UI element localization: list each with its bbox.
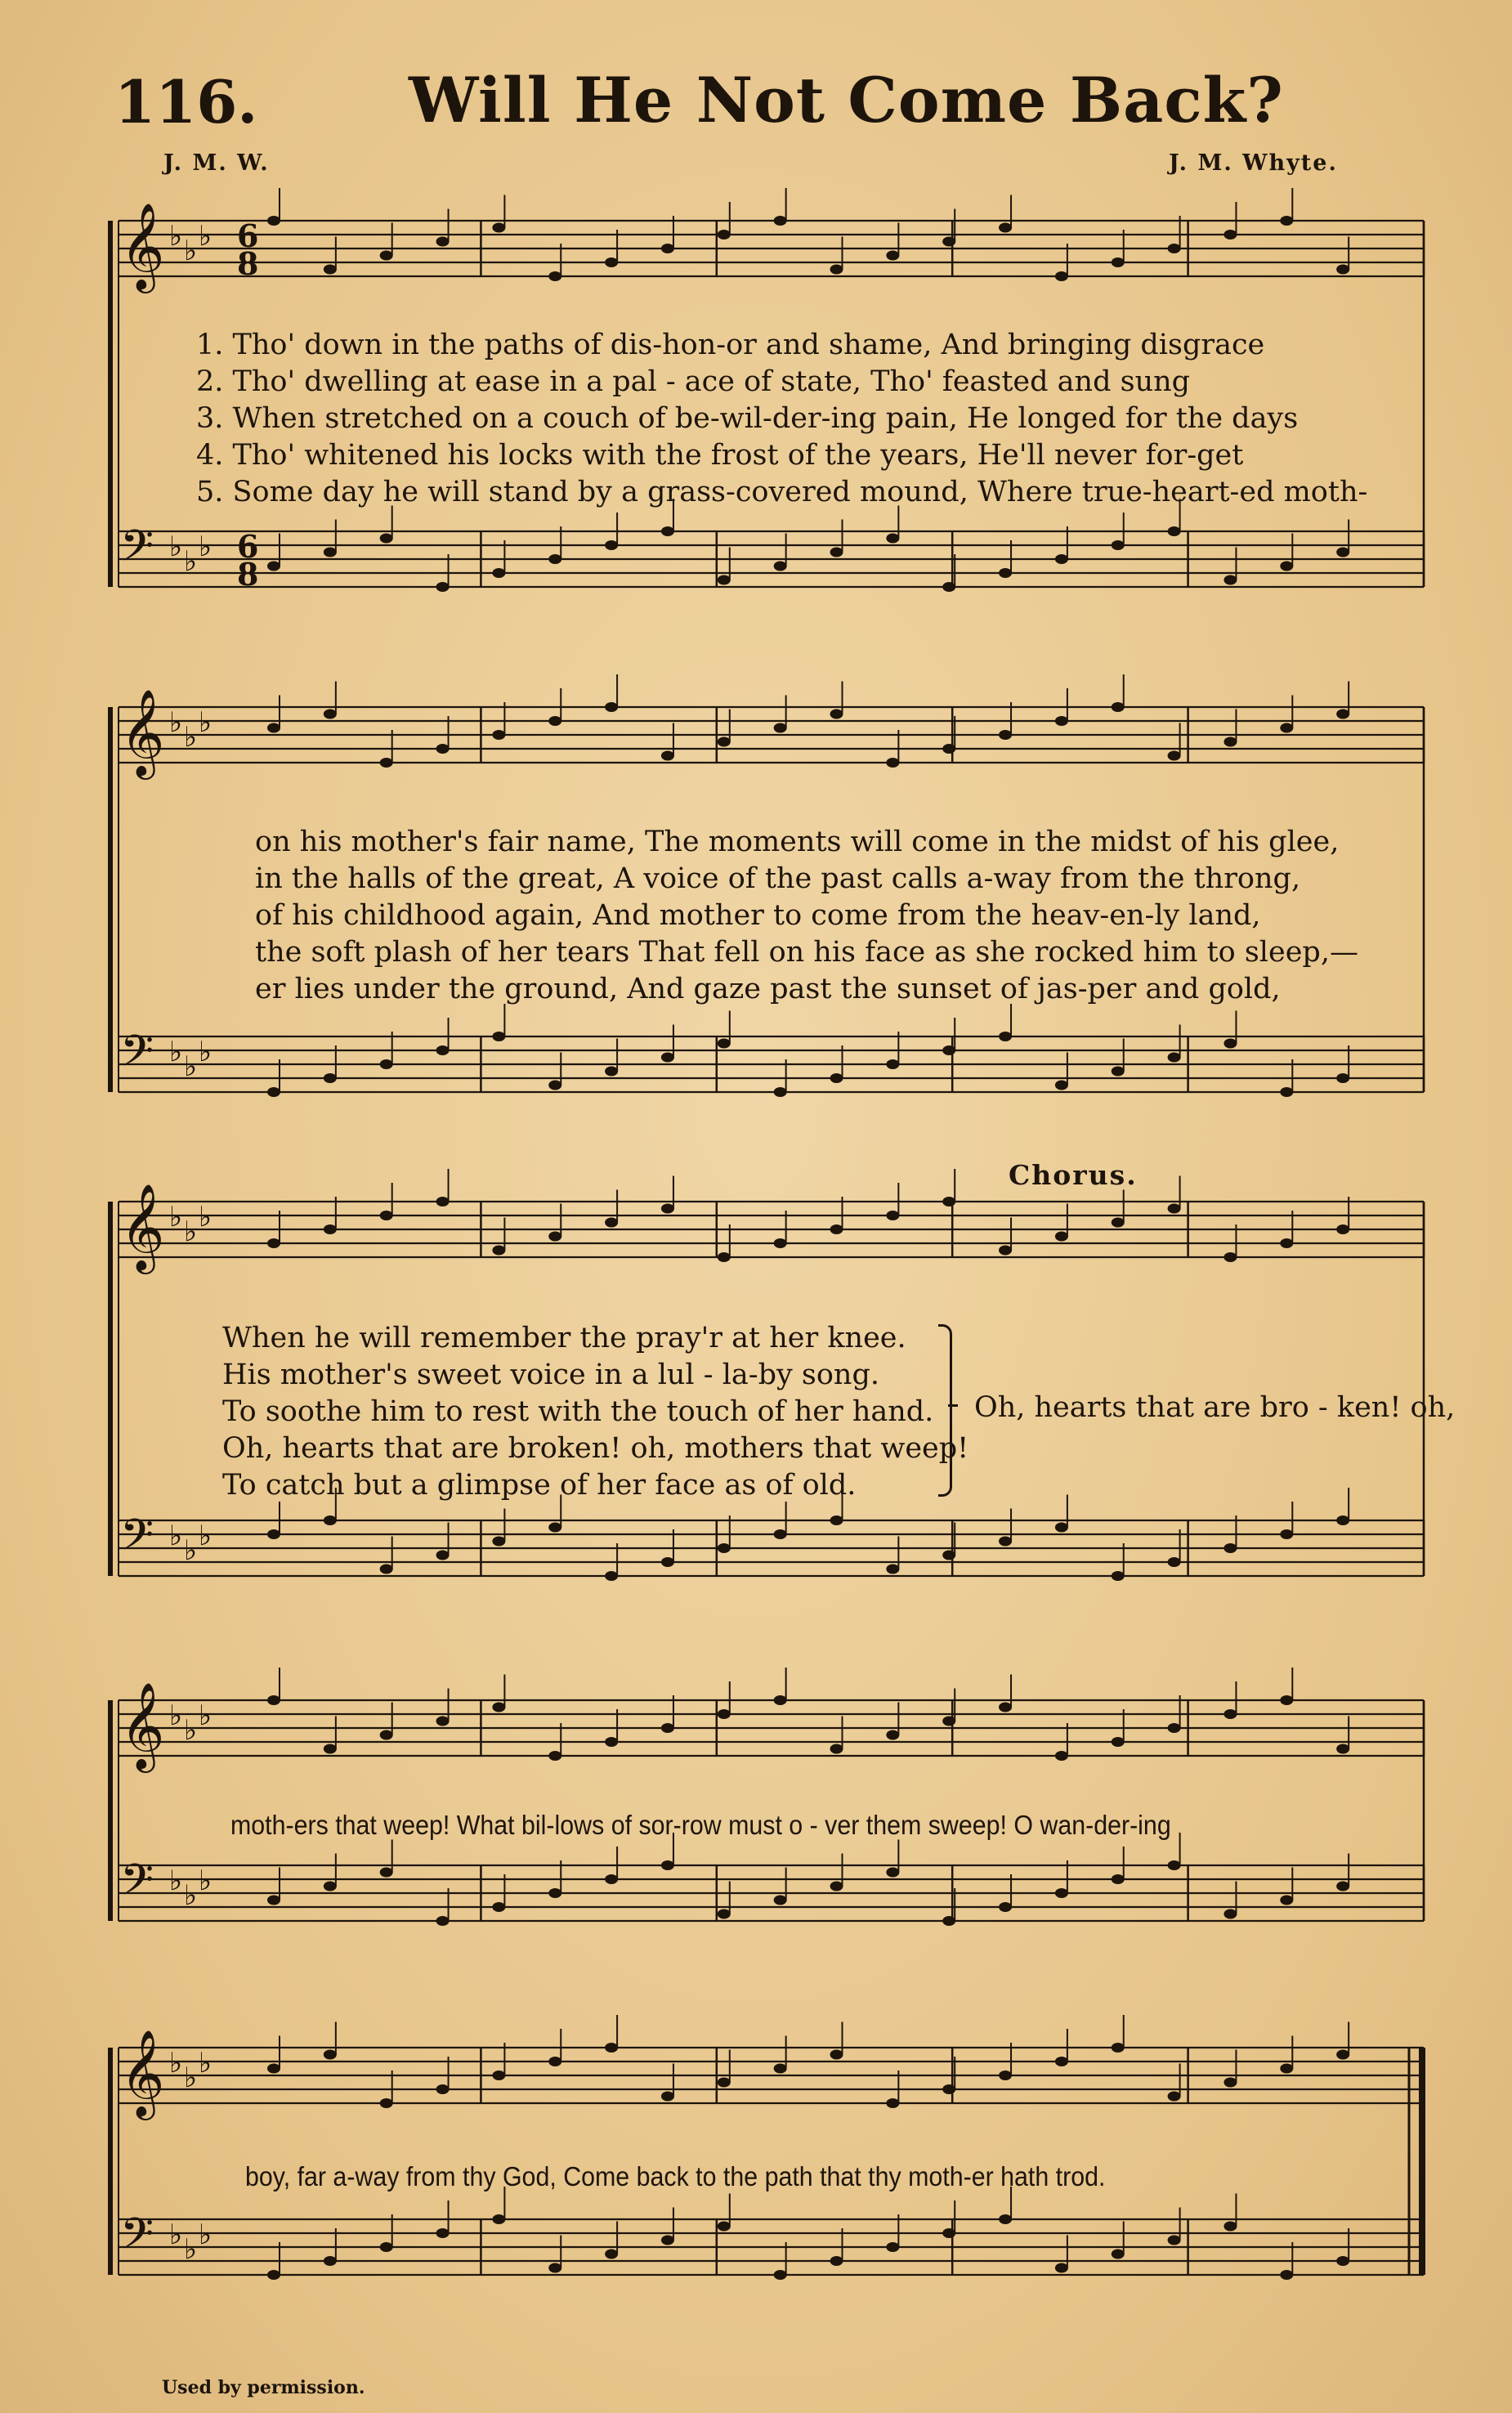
- notehead: [1336, 265, 1349, 275]
- treble-clef-icon: 𝄞: [120, 688, 165, 776]
- notehead: [324, 1073, 337, 1083]
- verse-line-1b: on his mother's fair name, The moments will come in the midst of his glee,: [255, 826, 1340, 858]
- flat-icon: ♭: [184, 2062, 198, 2094]
- notehead: [886, 534, 899, 544]
- notehead: [774, 723, 787, 733]
- notehead: [605, 702, 618, 712]
- time-signature-bottom: 8: [237, 556, 259, 593]
- notehead: [492, 1246, 505, 1256]
- notehead: [774, 1695, 787, 1705]
- notehead: [1280, 1087, 1293, 1097]
- verse-line-3a: 3. When stretched on a couch of be-wil-der-ing pain, He longed for the days: [196, 402, 1299, 435]
- hymn-number: 116.: [114, 67, 258, 137]
- verse-line-5a: 5. Some day he will stand by a grass-covered mound, Where true-heart-ed moth-: [196, 476, 1368, 508]
- notehead: [718, 2078, 731, 2088]
- notehead: [1055, 1523, 1068, 1533]
- notehead: [1280, 216, 1293, 226]
- notehead: [1223, 737, 1237, 747]
- notehead: [774, 1896, 787, 1905]
- verse-line-1c: When he will remember the pray'r at her knee.: [222, 1322, 906, 1354]
- notehead: [1336, 2050, 1349, 2060]
- notehead: [1223, 2078, 1237, 2088]
- flat-icon: ♭: [169, 1201, 183, 1233]
- notehead: [774, 2064, 787, 2074]
- notehead: [1168, 1053, 1181, 1063]
- notehead: [1112, 1737, 1125, 1747]
- notehead: [380, 1059, 393, 1069]
- bass-clef-icon: 𝄢: [120, 2209, 154, 2270]
- time-signature-top: 6: [237, 528, 259, 565]
- notehead: [380, 1730, 393, 1740]
- notehead: [830, 1224, 843, 1234]
- notehead: [324, 1515, 337, 1525]
- notehead: [1280, 1529, 1293, 1539]
- treble-clef-icon: 𝄞: [120, 2029, 165, 2116]
- flat-icon: ♭: [184, 1534, 198, 1567]
- notehead: [1168, 2092, 1181, 2102]
- flat-icon: ♭: [184, 721, 198, 754]
- flat-icon: ♭: [169, 220, 183, 253]
- flat-icon: ♭: [169, 2047, 183, 2079]
- notehead: [999, 1902, 1012, 1912]
- notehead: [718, 1039, 731, 1049]
- notehead: [661, 1204, 674, 1214]
- flat-icon: ♭: [184, 235, 198, 267]
- flat-icon: ♭: [184, 2233, 198, 2266]
- notehead: [605, 1737, 618, 1747]
- notehead: [718, 1709, 731, 1719]
- notehead: [661, 1860, 674, 1870]
- notehead: [436, 1045, 450, 1055]
- chorus-label: Chorus.: [1009, 1159, 1138, 1191]
- treble-clef-icon: 𝄞: [120, 1183, 165, 1270]
- notehead: [830, 265, 843, 275]
- notehead: [324, 1882, 337, 1891]
- notehead: [718, 2222, 731, 2232]
- notehead: [1223, 1252, 1237, 1262]
- notehead: [1112, 1218, 1125, 1228]
- chorus-line-2: moth-ers that weep! What bil-lows of sor-row must o - ver them sweep! O wan-der-ing: [230, 1810, 1171, 1840]
- notehead: [492, 1537, 505, 1547]
- notehead: [267, 2064, 280, 2074]
- notehead: [1168, 751, 1181, 761]
- flat-icon: ♭: [169, 1520, 183, 1552]
- verse-brace-tip: [948, 1404, 958, 1407]
- notehead: [886, 1211, 899, 1220]
- flat-icon: ♭: [199, 1520, 212, 1552]
- notehead: [267, 1695, 280, 1705]
- verse-brace: [938, 1324, 952, 1497]
- notehead: [548, 271, 561, 281]
- notehead: [1168, 1204, 1181, 1214]
- notehead: [886, 1730, 899, 1740]
- notehead: [492, 2071, 505, 2080]
- notehead: [492, 1902, 505, 1912]
- notehead: [1055, 271, 1068, 281]
- notehead: [1112, 1874, 1125, 1884]
- lyricist-credit: J. M. W.: [163, 150, 270, 176]
- notehead: [942, 582, 955, 592]
- flat-icon: ♭: [169, 2218, 183, 2251]
- notehead: [436, 237, 450, 247]
- notehead: [886, 251, 899, 261]
- bass-clef-icon: 𝄢: [120, 1511, 154, 1571]
- notehead: [267, 1087, 280, 1097]
- verse-line-2b: in the halls of the great, A voice of the past calls a-way from the throng,: [255, 862, 1301, 895]
- notehead: [605, 1067, 618, 1077]
- time-signature-top: 6: [237, 217, 259, 254]
- notehead: [661, 751, 674, 761]
- notehead: [718, 1909, 731, 1919]
- notehead: [1223, 2222, 1237, 2232]
- notehead: [774, 562, 787, 571]
- notehead: [661, 526, 674, 536]
- notehead: [605, 1571, 618, 1581]
- verse-line-2c: His mother's sweet voice in a lul - la-by song.: [222, 1359, 879, 1391]
- notehead: [1280, 2064, 1293, 2074]
- flat-icon: ♭: [184, 545, 198, 578]
- notehead: [1223, 575, 1237, 585]
- notehead: [886, 1059, 899, 1069]
- notehead: [1055, 554, 1068, 564]
- flat-icon: ♭: [184, 1215, 198, 1248]
- verse-line-4a: 4. Tho' whitened his locks with the frost of the years, He'll never for-get: [196, 439, 1244, 472]
- notehead: [999, 568, 1012, 578]
- notehead: [605, 1874, 618, 1884]
- notehead: [999, 2214, 1012, 2224]
- notehead: [1336, 710, 1349, 719]
- notehead: [324, 1744, 337, 1754]
- notehead: [324, 710, 337, 719]
- notehead: [999, 223, 1012, 233]
- notehead: [1168, 244, 1181, 253]
- bass-clef-icon: 𝄢: [120, 1856, 154, 1916]
- verse-line-4c: Oh, hearts that are broken! oh, mothers that weep!: [222, 1432, 969, 1465]
- flat-icon: ♭: [169, 706, 183, 739]
- notehead: [492, 1703, 505, 1712]
- notehead: [605, 2250, 618, 2259]
- notehead: [1055, 1232, 1068, 1242]
- notehead: [886, 1868, 899, 1878]
- notehead: [1168, 1557, 1181, 1567]
- notehead: [830, 548, 843, 557]
- notehead: [324, 2050, 337, 2060]
- notehead: [942, 237, 955, 247]
- notehead: [548, 716, 561, 726]
- flat-icon: ♭: [184, 1879, 198, 1912]
- chorus-line-1: Oh, hearts that are bro - ken! oh,: [974, 1391, 1456, 1424]
- verse-line-1a: 1. Tho' down in the paths of dis-hon-or and shame, And bringing disgrace: [196, 329, 1265, 361]
- notehead: [942, 1551, 955, 1560]
- flat-icon: ♭: [169, 1699, 183, 1732]
- notehead: [436, 1551, 450, 1560]
- notehead: [436, 2084, 450, 2094]
- notehead: [718, 1252, 731, 1262]
- notehead: [661, 244, 674, 253]
- bass-clef-icon: 𝄢: [120, 1027, 154, 1087]
- composer-credit: J. M. Whyte.: [1169, 150, 1338, 176]
- notehead: [1055, 1081, 1068, 1090]
- notehead: [324, 548, 337, 557]
- notehead: [1336, 1882, 1349, 1891]
- notehead: [1336, 1515, 1349, 1525]
- verse-line-5c: To catch but a glimpse of her face as of old.: [222, 1469, 857, 1502]
- notehead: [1336, 1224, 1349, 1234]
- notehead: [380, 1211, 393, 1220]
- notehead: [548, 1751, 561, 1761]
- verse-line-4b: the soft plash of her tears That fell on his face as she rocked him to sleep,—: [255, 936, 1358, 969]
- notehead: [380, 758, 393, 768]
- notehead: [661, 2092, 674, 2102]
- notehead: [886, 758, 899, 768]
- notehead: [830, 1882, 843, 1891]
- flat-icon: ♭: [169, 1036, 183, 1068]
- notehead: [1055, 1751, 1068, 1761]
- bass-clef-icon: 𝄢: [120, 522, 154, 582]
- notehead: [436, 1197, 450, 1206]
- notehead: [605, 1218, 618, 1228]
- notehead: [942, 744, 955, 754]
- notehead: [267, 2270, 280, 2280]
- notehead: [999, 2071, 1012, 2080]
- notehead: [774, 2270, 787, 2280]
- notehead: [1112, 1571, 1125, 1581]
- notehead: [830, 2050, 843, 2060]
- notehead: [380, 1868, 393, 1878]
- flat-icon: ♭: [184, 1714, 198, 1747]
- verse-line-3b: of his childhood again, And mother to come from the heav-en-ly land,: [255, 899, 1261, 932]
- notehead: [1112, 257, 1125, 267]
- notehead: [830, 710, 843, 719]
- flat-icon: ♭: [199, 2047, 212, 2079]
- notehead: [942, 1717, 955, 1726]
- flat-icon: ♭: [184, 1050, 198, 1083]
- notehead: [942, 2228, 955, 2238]
- notehead: [324, 1224, 337, 1234]
- permission-footer: Used by permission.: [162, 2377, 365, 2398]
- notehead: [774, 1529, 787, 1539]
- notehead: [1168, 2236, 1181, 2245]
- notehead: [942, 1197, 955, 1206]
- flat-icon: ♭: [199, 531, 212, 563]
- notehead: [1055, 716, 1068, 726]
- notehead: [1112, 2043, 1125, 2053]
- time-signature-bottom: 8: [237, 245, 259, 282]
- notehead: [380, 1565, 393, 1574]
- flat-icon: ♭: [169, 1865, 183, 1897]
- notehead: [436, 1916, 450, 1926]
- notehead: [1336, 2256, 1349, 2266]
- notehead: [1168, 1723, 1181, 1733]
- flat-icon: ♭: [199, 1201, 212, 1233]
- notehead: [380, 2098, 393, 2108]
- notehead: [1280, 1695, 1293, 1705]
- notehead: [605, 540, 618, 550]
- treble-clef-icon: 𝄞: [120, 1681, 165, 1769]
- notehead: [1336, 1073, 1349, 1083]
- notehead: [1336, 548, 1349, 557]
- notehead: [436, 582, 450, 592]
- notehead: [1223, 230, 1237, 240]
- notehead: [492, 568, 505, 578]
- notehead: [436, 2228, 450, 2238]
- notehead: [718, 1543, 731, 1553]
- notehead: [942, 1045, 955, 1055]
- notehead: [718, 737, 731, 747]
- flat-icon: ♭: [199, 1699, 212, 1732]
- notehead: [548, 1523, 561, 1533]
- notehead: [548, 1232, 561, 1242]
- notehead: [436, 744, 450, 754]
- notehead: [1280, 1896, 1293, 1905]
- flat-icon: ♭: [199, 220, 212, 253]
- notehead: [1223, 1039, 1237, 1049]
- notehead: [999, 1537, 1012, 1547]
- notehead: [774, 1087, 787, 1097]
- notehead: [267, 1896, 280, 1905]
- notehead: [1168, 1860, 1181, 1870]
- notehead: [830, 1073, 843, 1083]
- notehead: [1336, 1744, 1349, 1754]
- verse-line-5b: er lies under the ground, And gaze past the sunset of jas-per and gold,: [255, 973, 1281, 1005]
- notehead: [492, 2214, 505, 2224]
- notehead: [886, 2098, 899, 2108]
- notehead: [492, 730, 505, 740]
- notehead: [492, 223, 505, 233]
- notehead: [661, 1053, 674, 1063]
- notehead: [830, 2256, 843, 2266]
- notehead: [548, 2057, 561, 2066]
- notehead: [605, 2043, 618, 2053]
- flat-icon: ♭: [199, 706, 212, 739]
- notehead: [1168, 526, 1181, 536]
- notehead: [942, 1916, 955, 1926]
- notehead: [1112, 702, 1125, 712]
- flat-icon: ♭: [199, 1036, 212, 1068]
- notehead: [1280, 2270, 1293, 2280]
- notehead: [999, 1703, 1012, 1712]
- notehead: [1055, 2263, 1068, 2273]
- notehead: [324, 265, 337, 275]
- notehead: [661, 1723, 674, 1733]
- verse-line-3c: To soothe him to rest with the touch of her hand.: [222, 1395, 934, 1428]
- notehead: [1223, 1909, 1237, 1919]
- flat-icon: ♭: [199, 2218, 212, 2251]
- notehead: [548, 554, 561, 564]
- notehead: [492, 1032, 505, 1041]
- notehead: [1112, 540, 1125, 550]
- notehead: [1055, 2057, 1068, 2066]
- notehead: [380, 2242, 393, 2252]
- notehead: [886, 2242, 899, 2252]
- hymn-title: Will He Not Come Back?: [409, 64, 1284, 137]
- notehead: [830, 1515, 843, 1525]
- notehead: [999, 1032, 1012, 1041]
- flat-icon: ♭: [199, 1865, 212, 1897]
- flat-icon: ♭: [169, 531, 183, 563]
- notehead: [886, 1565, 899, 1574]
- notehead: [661, 2236, 674, 2245]
- notehead: [999, 1246, 1012, 1256]
- notehead: [1280, 723, 1293, 733]
- notehead: [1112, 2250, 1125, 2259]
- notehead: [548, 1888, 561, 1898]
- notehead: [942, 2084, 955, 2094]
- notehead: [830, 1744, 843, 1754]
- notehead: [999, 730, 1012, 740]
- notehead: [267, 1238, 280, 1248]
- notehead: [267, 216, 280, 226]
- notehead: [1055, 1888, 1068, 1898]
- notehead: [548, 1081, 561, 1090]
- notehead: [1112, 1067, 1125, 1077]
- chorus-line-3: boy, far a-way from thy God, Come back to the path that thy moth-er hath trod.: [245, 2161, 1106, 2191]
- notehead: [380, 534, 393, 544]
- notehead: [548, 2263, 561, 2273]
- notehead: [1280, 562, 1293, 571]
- notehead: [380, 251, 393, 261]
- notehead: [267, 723, 280, 733]
- notehead: [267, 1529, 280, 1539]
- notehead: [324, 2256, 337, 2266]
- notehead: [1223, 1709, 1237, 1719]
- notehead: [605, 257, 618, 267]
- treble-clef-icon: 𝄞: [120, 202, 165, 289]
- notehead: [718, 575, 731, 585]
- notehead: [774, 1238, 787, 1248]
- notehead: [718, 230, 731, 240]
- notehead: [436, 1717, 450, 1726]
- notehead: [1223, 1543, 1237, 1553]
- verse-line-2a: 2. Tho' dwelling at ease in a pal - ace of state, Tho' feasted and sung: [196, 365, 1191, 398]
- notehead: [1280, 1238, 1293, 1248]
- notehead: [267, 562, 280, 571]
- notehead: [661, 1557, 674, 1567]
- notehead: [774, 216, 787, 226]
